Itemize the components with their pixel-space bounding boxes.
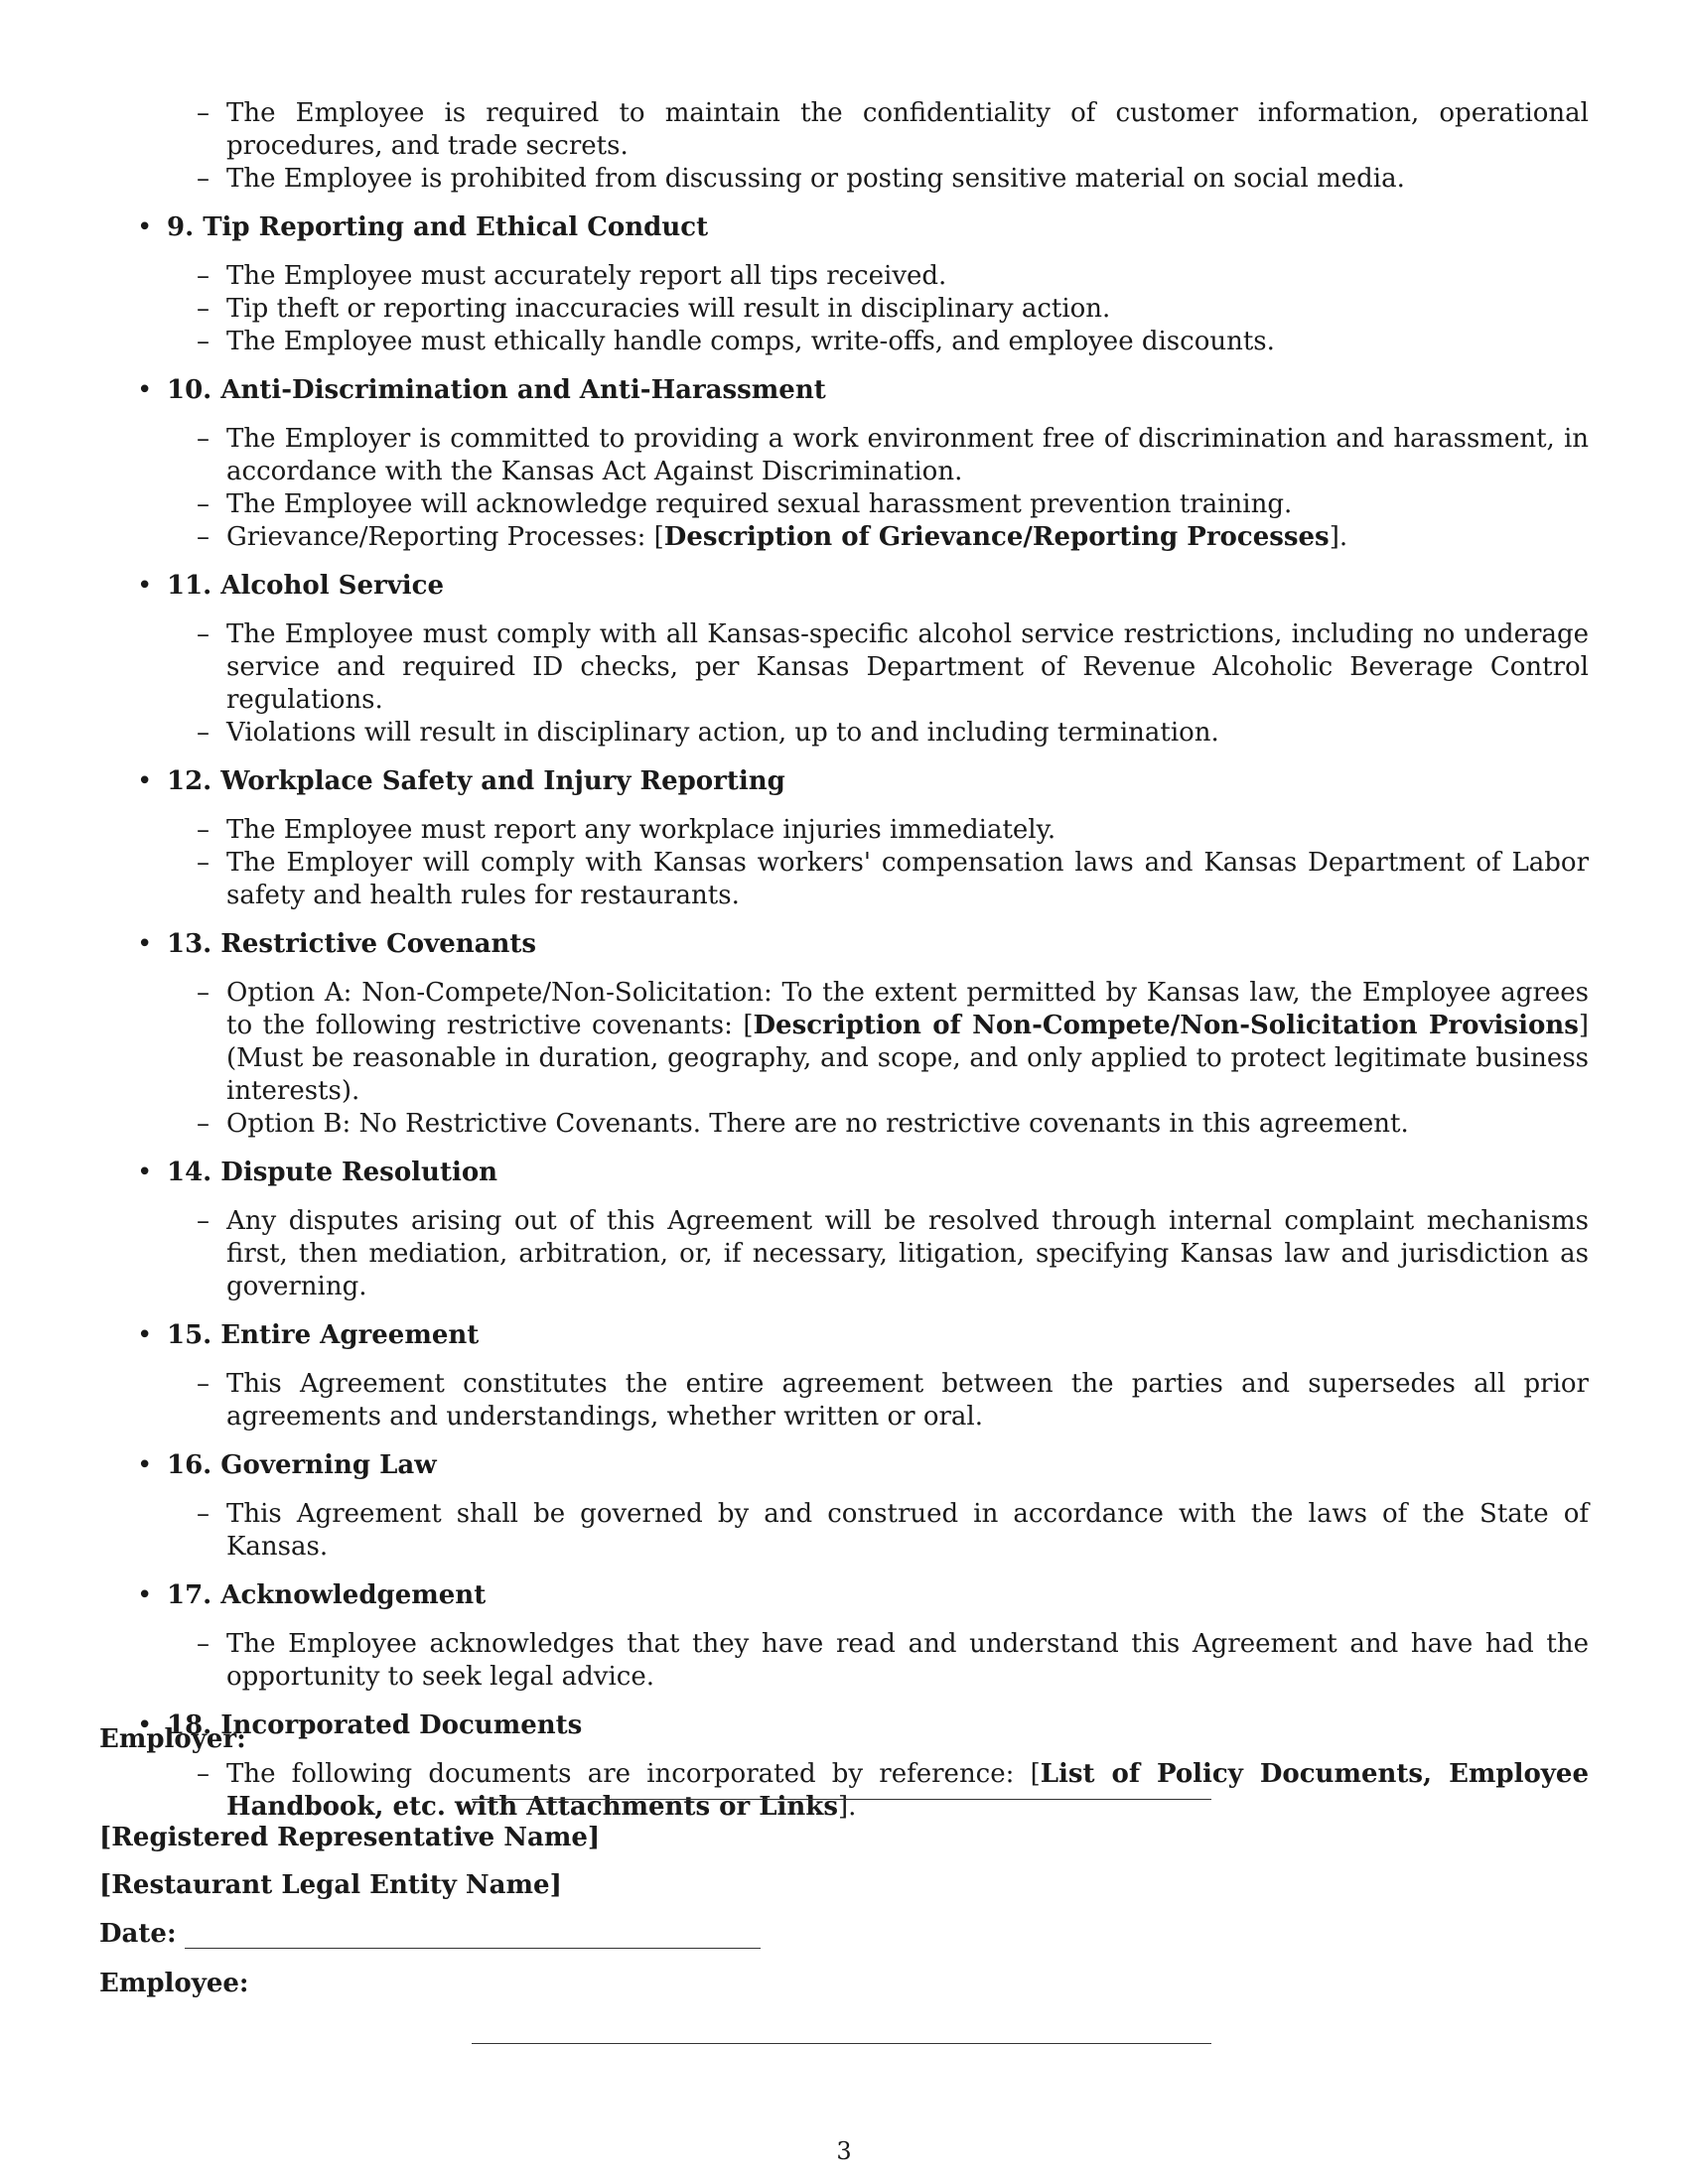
section-16 — [99, 1449, 1589, 1564]
list-item: – This Agreement constitutes the entire agreement between the parties and supersedes all prior agreements and understandings, whether written or oral. — [226, 1368, 1589, 1433]
section-heading: • 17. Acknowledgement — [99, 1579, 1589, 1612]
section-18 — [99, 1709, 1589, 1824]
section-heading: • 12. Workplace Safety and Injury Reporting — [99, 765, 1589, 798]
section-heading: • 16. Governing Law — [99, 1449, 1589, 1482]
list-item: – This Agreement shall be governed by and construed in accordance with the laws of the State of Kansas. — [226, 1498, 1589, 1564]
list-item: – The Employee acknowledges that they have read and understand this Agreement and have had the opportunity to seek legal advice. — [226, 1628, 1589, 1694]
placeholder-text: Description of Grievance/Reporting Processes — [663, 522, 1330, 552]
section-heading: • 13. Restrictive Covenants — [99, 928, 1589, 961]
list-item: – The Employee is required to maintain the confidentiality of customer information, operational procedures, and trade secrets. — [226, 97, 1589, 163]
section-8-continuation — [99, 97, 1589, 196]
section-13 — [99, 928, 1589, 1141]
list-item: – The Employer is committed to providing a work environment free of discrimination and harassment, in accordance with the Kansas Act Against Discrimination. — [226, 423, 1589, 488]
section-heading: • 10. Anti-Discrimination and Anti-Harassment — [99, 374, 1589, 407]
section-heading: • 14. Dispute Resolution — [99, 1157, 1589, 1189]
list-item: – The Employee is prohibited from discussing or posting sensitive material on social media. — [226, 163, 1589, 196]
section-9 — [99, 211, 1589, 358]
list-item: – Any disputes arising out of this Agreement will be resolved through internal complaint mechanisms first, then mediation, arbitration, or, if necessary, litigation, specifying Kansas law and jurisdiction as governing. — [226, 1205, 1589, 1303]
list-item: – Tip theft or reporting inaccuracies will result in disciplinary action. — [226, 293, 1589, 326]
section-11 — [99, 570, 1589, 750]
employee-signature-line[interactable] — [472, 2043, 1211, 2044]
list-item: – The following documents are incorporated by reference: [List of Policy Documents, Employee Handbook, etc. with Attachments or Links]. — [226, 1758, 1589, 1824]
list-item: – The Employee will acknowledge required sexual harassment prevention training. — [226, 488, 1589, 521]
date-label: Date: — [99, 1919, 177, 1949]
employee-label: Employee: — [99, 1969, 249, 1998]
representative-name: [Registered Representative Name] — [99, 1823, 601, 1852]
section-10 — [99, 374, 1589, 554]
list-item: – Violations will result in disciplinary action, up to and including termination. — [226, 717, 1589, 750]
list-item: – Option B: No Restrictive Covenants. There are no restrictive covenants in this agreement. — [226, 1108, 1589, 1141]
date-signature-line[interactable] — [185, 1948, 761, 1949]
list-item: – The Employer will comply with Kansas workers' compensation laws and Kansas Department of Labor safety and health rules for restaurants. — [226, 847, 1589, 912]
placeholder-text: Description of Non-Compete/Non-Solicitation Provisions — [753, 1011, 1579, 1040]
agreement-body — [99, 97, 1589, 1824]
list-item: – The Employee must comply with all Kansas-specific alcohol service restrictions, including no underage service and required ID checks, per Kansas Department of Revenue Alcoholic Beverage Control regulations. — [226, 618, 1589, 717]
employer-label: Employer: — [99, 1724, 246, 1754]
section-14 — [99, 1157, 1589, 1303]
restaurant-entity-name: [Restaurant Legal Entity Name] — [99, 1870, 562, 1900]
placeholder-text: List of Policy Documents, Employee Handbook, etc. with Attachments or Links — [226, 1759, 1589, 1822]
page-number: 3 — [836, 2137, 852, 2165]
section-heading: • 11. Alcohol Service — [99, 570, 1589, 603]
section-15 — [99, 1319, 1589, 1433]
section-heading: • 18. Incorporated Documents — [99, 1709, 1589, 1742]
list-item: – Option A: Non-Compete/Non-Solicitation: To the extent permitted by Kansas law, the Employee agrees to the following restrictive covenants: [Description of Non-Compete/Non-Solicitation Provisions] (Must be reasonable in duration, geography, and scope, and only applied to protect legitimate business interests). — [226, 977, 1589, 1108]
list-item: – The Employee must report any workplace injuries immediately. — [226, 814, 1589, 847]
section-17 — [99, 1579, 1589, 1694]
section-heading: • 15. Entire Agreement — [99, 1319, 1589, 1352]
section-12 — [99, 765, 1589, 912]
section-heading: • 9. Tip Reporting and Ethical Conduct — [99, 211, 1589, 244]
list-item: – Grievance/Reporting Processes: [Description of Grievance/Reporting Processes]. — [226, 521, 1589, 554]
list-item: – The Employee must accurately report all tips received. — [226, 260, 1589, 293]
list-item: – The Employee must ethically handle comps, write-offs, and employee discounts. — [226, 326, 1589, 358]
employer-signature-line[interactable] — [472, 1799, 1211, 1800]
